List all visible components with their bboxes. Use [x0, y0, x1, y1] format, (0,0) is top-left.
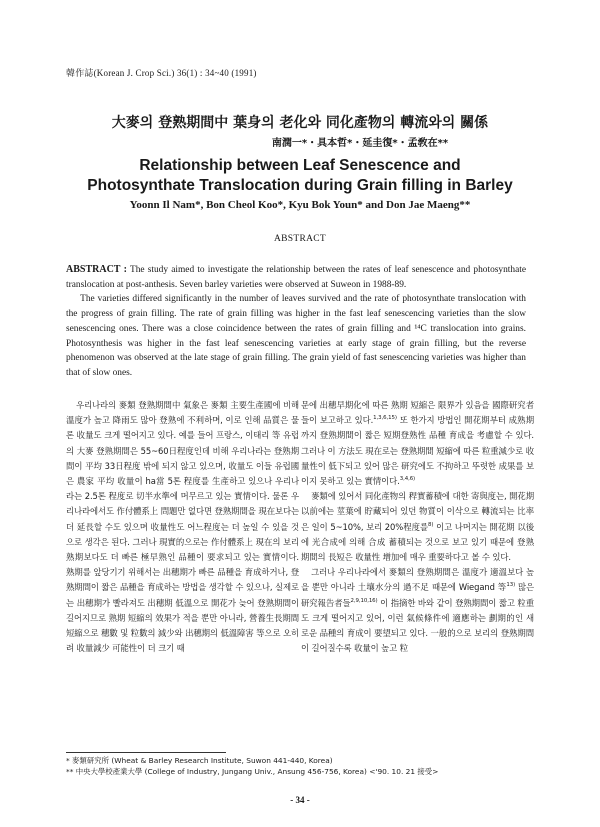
- title-english-line1: Relationship between Leaf Senescence and: [139, 157, 461, 174]
- footnote-affiliation-2: ** 中央大學校產業大學 (College of Industry, Jungang Univ., Ansung 456-756, Korea) <'90. 10. 21 接受>: [66, 767, 439, 776]
- abstract-heading: ABSTRACT: [273, 234, 327, 244]
- footnote-divider: [66, 752, 226, 753]
- citation: 2,9,10,16): [350, 597, 378, 604]
- footnote-affiliation-1: * 麥類研究所 (Wheat & Barley Research Institute, Suwon 441-440, Korea): [66, 756, 333, 765]
- authors-korean: 南潤一*・具本哲*・延圭復*・孟敎在**: [271, 138, 449, 149]
- body-paragraph: [301, 489, 534, 565]
- body-text: 많은 研究報告者들: [301, 582, 534, 608]
- title-english-line2: Photosynthate Translocation during Grain filling in Barley: [87, 177, 513, 194]
- journal-header: 韓作誌(Korean J. Crop Sci.) 36(1) : 34~40 (1991): [66, 68, 257, 78]
- body-column-right: [301, 398, 534, 656]
- body-paragraph: [301, 565, 534, 656]
- body-column-left: [66, 398, 299, 656]
- abstract-lead: ABSTRACT :: [66, 264, 127, 275]
- citation: 1,3,6,15): [373, 415, 397, 422]
- abstract-text-1: The study aimed to investigate the relationship between the rates of leaf senescence and photosynthate translocation at post-anthesis. Seven barley varieties were observed at Suweon in 1988-89.: [66, 265, 526, 290]
- body-text: 이 指摘한 바와 같이 登熟期間이 짧고 粒重도 크게 떨어지고 있어, 이런 氣候條件에 適應하는 劃期的인 새로운 品種의 育成이 要望되고 있다. 一般的으로 보리의 登熟期間이 길어질수록 收量이 높고 粒: [301, 597, 534, 654]
- citation: 13): [506, 582, 516, 589]
- title-english: [0, 156, 600, 196]
- footnotes: [66, 755, 536, 777]
- authors-english: Yoonn Il Nam*, Bon Cheol Koo*, Kyu Bok Youn* and Don Jae Maeng**: [129, 199, 471, 211]
- citation: 8): [428, 521, 434, 528]
- abstract-paragraph-1: [66, 263, 526, 292]
- body-paragraph: 우리나라의 麥類 登熟期間中 氣象은 麥類 主要生產國에 비해 溫度가 높고 降雨도 많아 登熟에 不利하며, 이로 인해 品質은 물론 收量도 크게 떨어지고 있다. 예를 들어 프랑스, 이태리 等 유럽의 大麥 登熟期間은 55~60日程度인데 비해 우리나라는 登熟期間이 平均 33日程度 밖에 되지 않고 있으며, 收量도 이들 유럽國은 農家 平均 收量이 ha當 5톤 程度를 生產하고 있으나 우리나라는 2.5톤 程度로 切半水準에 머무르고 있는 實情이다. 물론 우리나라에서도 作付體系上 問題만 없다면 登熟期間을 現在보다는 더 延長할 수도 있으며 收量性도 어느程度는 더 높일 수 있을 것으로 생각은 된다. 그러나 現實的으로는 作付體系上 現在의 보리 熟期보다도 더 빠른 極早熟인 品種이 要求되고 있는 實情이다. 熟期를 앞당기기 위해서는 出穗期가 빠른 品種을 育成하거나, 登熟期間이 짧은 品種을 育成하는 방법을 생각할 수 있으나, 실제로는 出穗期가 빨라져도 出穗期 低溫으로 開花가 늦어 登熟期間이 길어지므로 熟期 短縮의 效果가 적을 뿐만 아니라, 營養生長期間 短縮으로 穗數 및 粒數의 減少와 出穗期의 低溫障害 等으로 오히려 收量減少 可能性이 더 크기 때: [66, 400, 299, 654]
- title-korean: 大麥의 登熟期間中 葉身의 老化와 同化產物의 轉流와의 關係: [111, 115, 489, 131]
- citation: 3,4,6): [399, 476, 416, 483]
- abstract-block: [66, 263, 526, 381]
- body-text: 麥類에 있어서 同化產物의 稈實蓄積에 대한 寄與度는, 開花期 以前에는 莖葉에 貯藏되어 있던 物質이 이삭으로 轉流되는 比率은 일이 5~10%, 보리 20%程度를: [301, 491, 534, 532]
- body-text: 또 한가지 방법인 開花期부터 成熟期까지 登熟期間이 짧은 短期登熟性 品種 育成을 考慮할 수 있다. 그러나 이 方法도 現在로는 登熟期間 短縮에 따른 粒重減少로 收量性이 低下되고 있어 많은 研究에도 不拘하고 뚜렷한 成果를 보이지 못하고 있는 實情이다.: [301, 415, 535, 487]
- abstract-paragraph-2: The varieties differed significantly in the number of leaves survived and the rate of photosynthate translocation with the progress of grain filling. The rate of grain filling was higher in the fast leaf senescencing varieties than the slow senescencing ones. There was a close coincidence between the rates of grain filling and ¹⁴C translocation into grains. Photosynthesis was higher in the fast leaf senescencing varieties at early stage of grain filling, but the reverse phenomenon was observed at the late stage of grain filling. The grain yield of fast senescencing varieties was higher than that of slow ones.: [66, 294, 526, 378]
- page-number: - 34 -: [290, 795, 310, 805]
- body-paragraph: [301, 398, 534, 489]
- body-text: 이고 나머지는 開花期 以後에 光合成에 의해 合成 蓄積되는 것으로 보고 있기 때문에 登熟期間의 長短은 收量性 增加에 매우 重要하다고 볼 수 있다.: [301, 521, 534, 563]
- body-text: 문에 出穗早期化에 따른 熟期 短縮은 限界가 있음을 國際研究者들이 보고하고 있다.: [301, 400, 534, 426]
- body-text: 그러나 우리나라에서 麥類의 登熟期間은 溫度가 適溫보다 높을 뿐만 아니라 土壤水分의 過不足 때문에 Wiegand 等: [301, 567, 534, 593]
